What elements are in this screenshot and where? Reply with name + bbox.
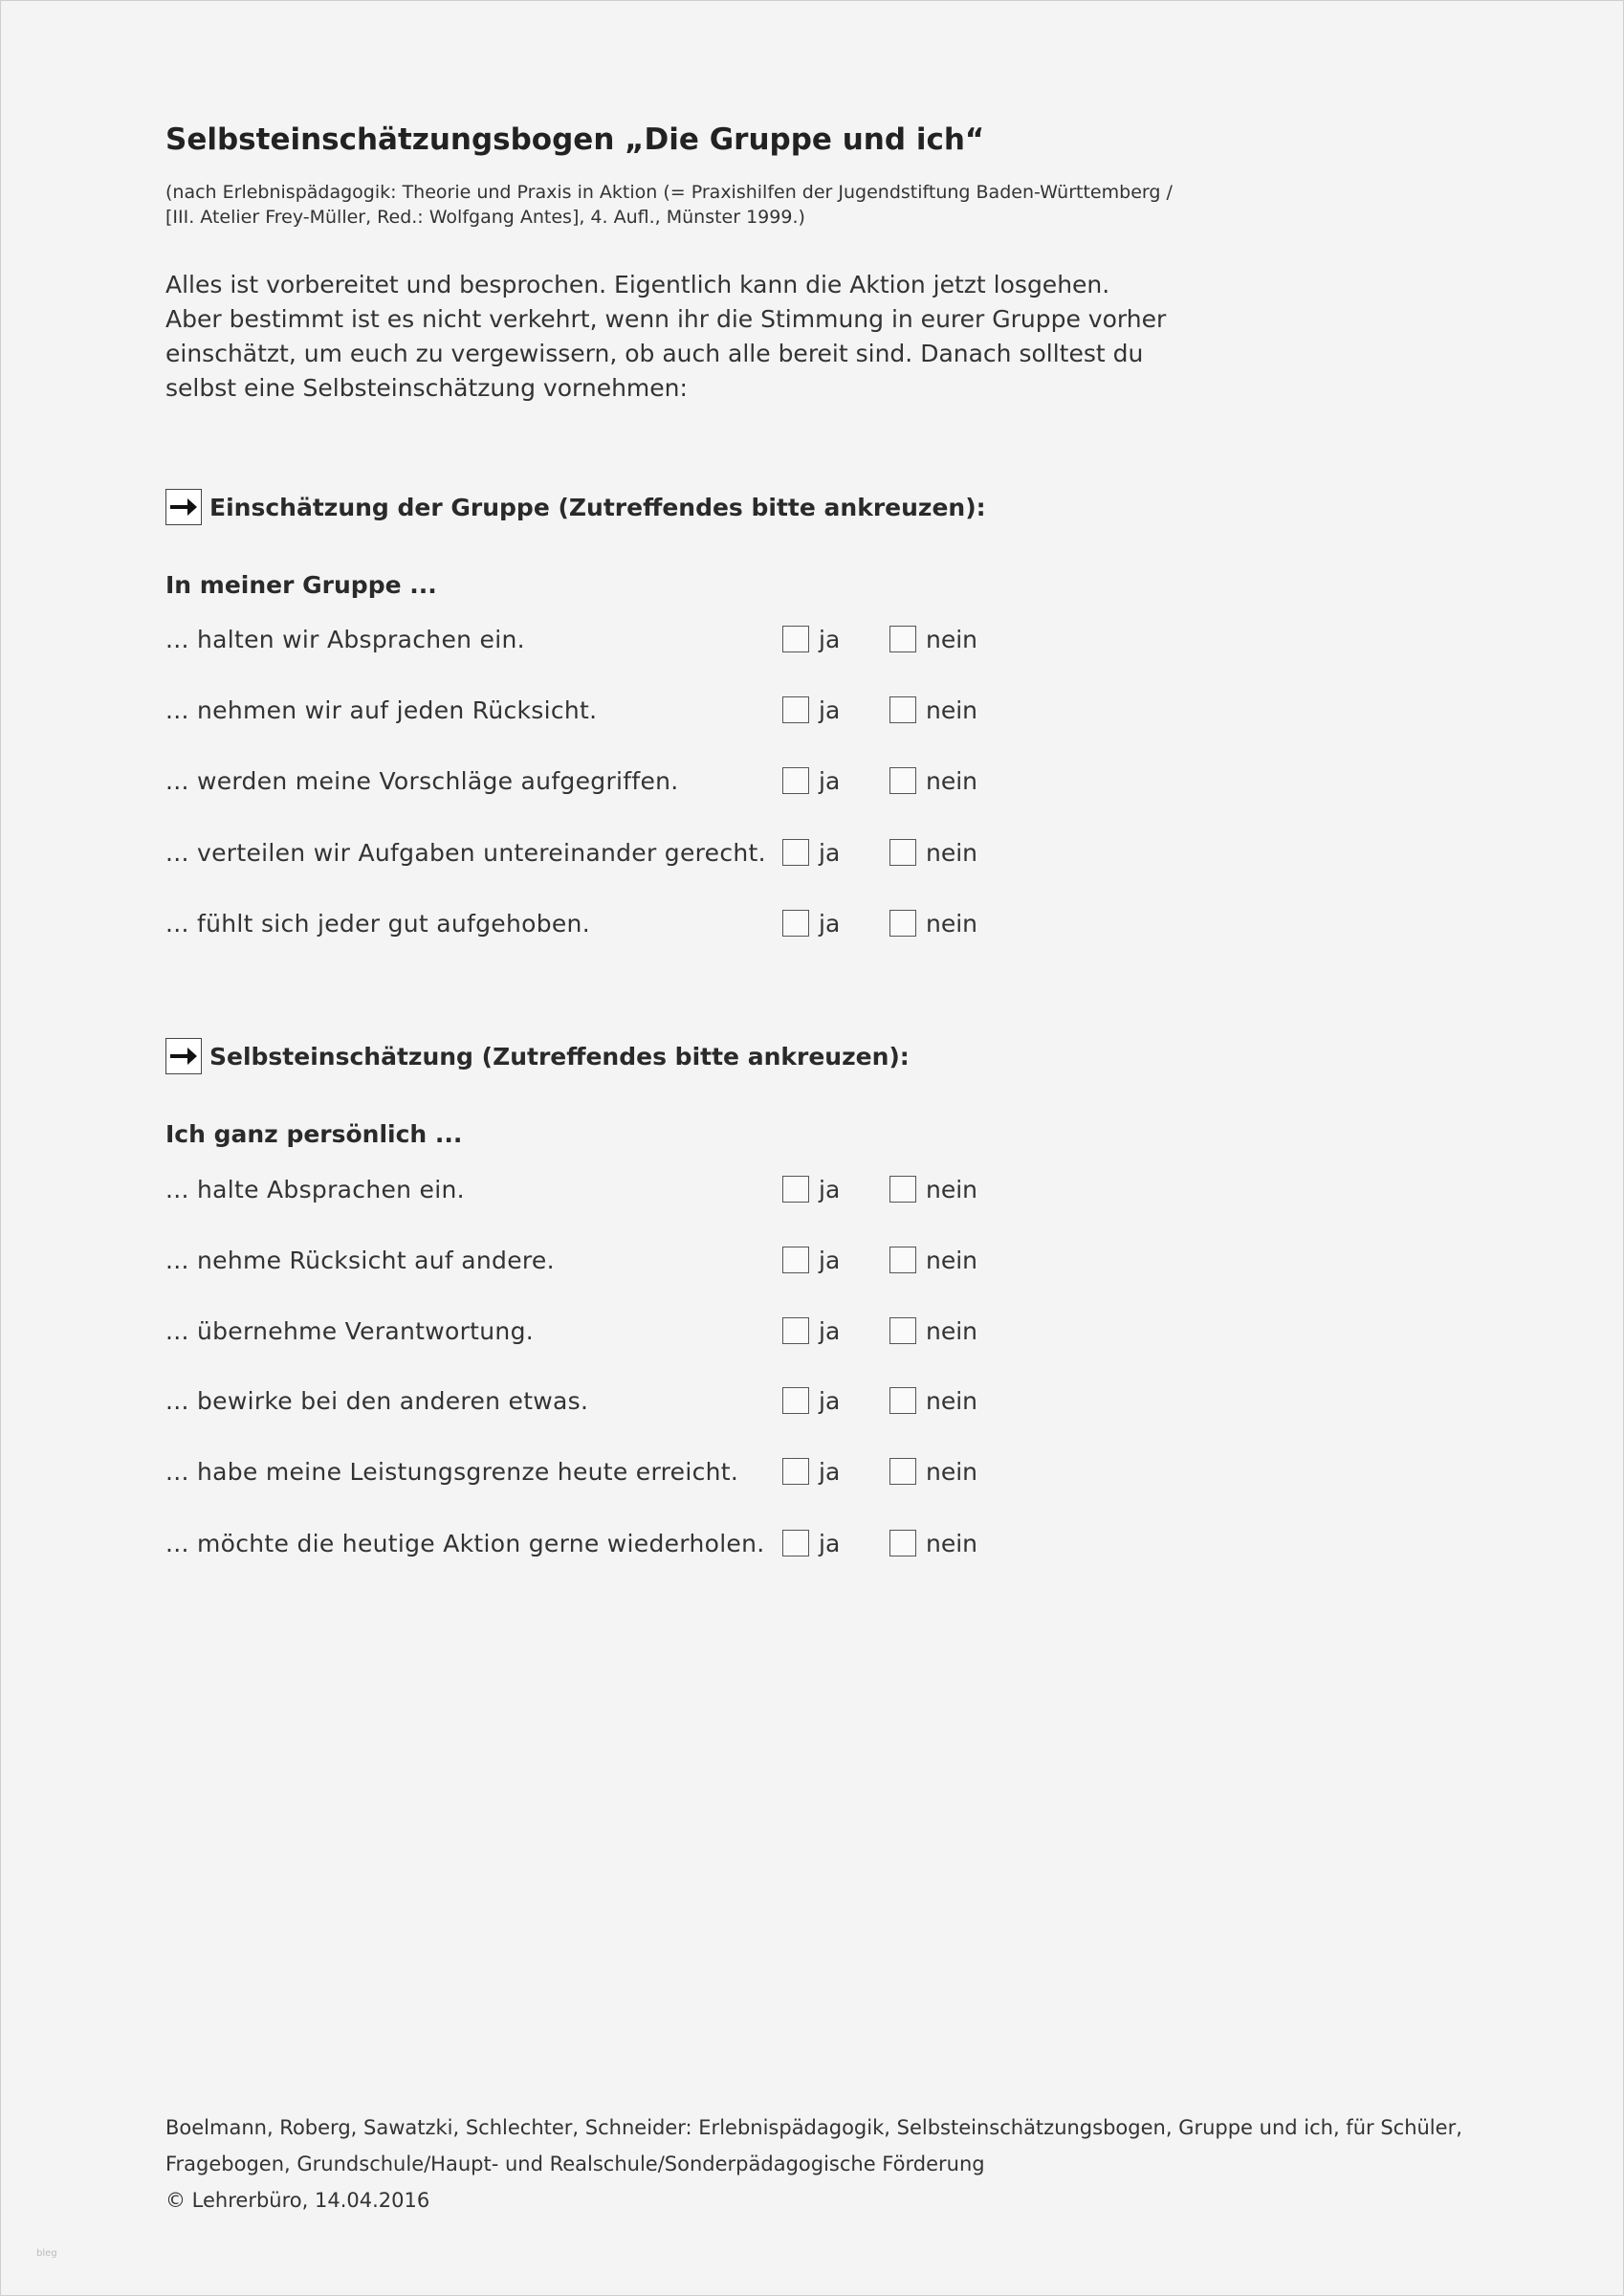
footer-line: Fragebogen, Grundschule/Haupt- und Realschule/Sonderpädagogische Förderung (165, 2152, 985, 2175)
footer-citation (165, 2109, 1462, 2219)
option-ja[interactable] (782, 1314, 840, 1348)
option-label-nein: nein (926, 695, 978, 724)
question-row (165, 620, 1218, 658)
question-text: ... nehmen wir auf jeden Rücksicht. (165, 696, 598, 724)
option-ja[interactable] (782, 1454, 840, 1489)
question-row (165, 1312, 1218, 1350)
option-label-nein: nein (926, 838, 978, 867)
option-label-ja: ja (819, 1529, 841, 1557)
question-text: ... verteilen wir Aufgaben untereinander gerecht. (165, 839, 766, 867)
question-row (165, 904, 1218, 942)
group-section-heading (165, 487, 986, 527)
option-nein[interactable] (889, 763, 977, 798)
checkbox-nein[interactable] (889, 767, 916, 794)
corner-mark: bleg (36, 2248, 57, 2259)
question-text: ... bewirke bei den anderen etwas. (165, 1387, 589, 1415)
section-title: Selbsteinschätzung (Zutreffendes bitte ankreuzen): (209, 1042, 910, 1071)
option-label-nein: nein (926, 1386, 978, 1415)
option-label-nein: nein (926, 766, 978, 795)
document-title: Selbsteinschätzungsbogen „Die Gruppe und ich“ (165, 122, 985, 157)
option-label-ja: ja (819, 1316, 841, 1345)
option-nein[interactable] (889, 1526, 977, 1560)
option-ja[interactable] (782, 906, 840, 940)
checkbox-nein[interactable] (889, 1317, 916, 1344)
checkbox-nein[interactable] (889, 696, 916, 723)
question-row (165, 833, 1218, 872)
source-line: [III. Atelier Frey-Müller, Red.: Wolfgang Antes], 4. Aufl., Münster 1999.) (165, 207, 805, 228)
group-subheading: In meiner Gruppe ... (165, 571, 437, 599)
intro-line: selbst eine Selbsteinschätzung vornehmen: (165, 374, 688, 402)
option-label-nein: nein (926, 1246, 978, 1274)
question-row (165, 762, 1218, 800)
checkbox-nein[interactable] (889, 1247, 916, 1273)
option-nein[interactable] (889, 1172, 977, 1206)
option-ja[interactable] (782, 1383, 840, 1418)
option-nein[interactable] (889, 1314, 977, 1348)
option-nein[interactable] (889, 1243, 977, 1277)
checkbox-nein[interactable] (889, 1530, 916, 1556)
option-label-ja: ja (819, 766, 841, 795)
question-row (165, 1524, 1218, 1562)
question-text: ... habe meine Leistungsgrenze heute erreicht. (165, 1458, 739, 1486)
option-label-ja: ja (819, 625, 841, 653)
source-citation (165, 180, 1173, 230)
intro-line: Aber bestimmt ist es nicht verkehrt, wenn ihr die Stimmung in eurer Gruppe vorher (165, 305, 1167, 333)
arrow-right-icon (165, 489, 202, 525)
question-row (165, 1241, 1218, 1279)
option-label-nein: nein (926, 1457, 978, 1486)
arrow-right-icon (165, 1038, 202, 1074)
option-label-nein: nein (926, 1316, 978, 1345)
option-label-nein: nein (926, 625, 978, 653)
intro-line: einschätzt, um euch zu vergewissern, ob auch alle bereit sind. Danach solltest du (165, 340, 1144, 367)
checkbox-ja[interactable] (782, 1530, 809, 1556)
checkbox-nein[interactable] (889, 839, 916, 866)
option-label-nein: nein (926, 1175, 978, 1203)
option-label-ja: ja (819, 1386, 841, 1415)
checkbox-ja[interactable] (782, 839, 809, 866)
question-text: ... halte Absprachen ein. (165, 1176, 465, 1203)
question-text: ... übernehme Verantwortung. (165, 1317, 534, 1345)
option-label-ja: ja (819, 695, 841, 724)
option-label-ja: ja (819, 909, 841, 938)
checkbox-ja[interactable] (782, 1247, 809, 1273)
option-label-nein: nein (926, 909, 978, 938)
checkbox-nein[interactable] (889, 910, 916, 937)
option-ja[interactable] (782, 835, 840, 870)
intro-paragraph (165, 268, 1265, 406)
option-ja[interactable] (782, 763, 840, 798)
checkbox-nein[interactable] (889, 1387, 916, 1414)
checkbox-ja[interactable] (782, 696, 809, 723)
option-nein[interactable] (889, 1454, 977, 1489)
self-subheading: Ich ganz persönlich ... (165, 1120, 463, 1148)
question-text: ... halten wir Absprachen ein. (165, 626, 525, 653)
checkbox-nein[interactable] (889, 626, 916, 652)
self-section-heading (165, 1036, 910, 1076)
option-nein[interactable] (889, 622, 977, 656)
option-ja[interactable] (782, 1172, 840, 1206)
section-title: Einschätzung der Gruppe (Zutreffendes bitte ankreuzen): (209, 493, 986, 521)
question-row (165, 691, 1218, 729)
question-text: ... werden meine Vorschläge aufgegriffen. (165, 767, 679, 795)
question-row (165, 1381, 1218, 1420)
checkbox-ja[interactable] (782, 910, 809, 937)
question-row (165, 1170, 1218, 1208)
question-text: ... nehme Rücksicht auf andere. (165, 1247, 555, 1274)
checkbox-nein[interactable] (889, 1176, 916, 1203)
option-ja[interactable] (782, 1243, 840, 1277)
option-label-ja: ja (819, 1457, 841, 1486)
checkbox-ja[interactable] (782, 1317, 809, 1344)
checkbox-ja[interactable] (782, 1458, 809, 1485)
checkbox-nein[interactable] (889, 1458, 916, 1485)
option-label-nein: nein (926, 1529, 978, 1557)
question-row (165, 1452, 1218, 1490)
footer-line: Boelmann, Roberg, Sawatzki, Schlechter, Schneider: Erlebnispädagogik, Selbsteinschätzungsbogen, Gruppe und ich, für Schüler, (165, 2116, 1462, 2139)
option-ja[interactable] (782, 622, 840, 656)
option-nein[interactable] (889, 835, 977, 870)
checkbox-ja[interactable] (782, 1387, 809, 1414)
option-nein[interactable] (889, 1383, 977, 1418)
checkbox-ja[interactable] (782, 767, 809, 794)
source-line: (nach Erlebnispädagogik: Theorie und Praxis in Aktion (= Praxishilfen der Jugendstiftung Baden-Württemberg / (165, 182, 1173, 203)
option-ja[interactable] (782, 1526, 840, 1560)
option-ja[interactable] (782, 693, 840, 727)
option-nein[interactable] (889, 906, 977, 940)
option-label-ja: ja (819, 1246, 841, 1274)
footer-line: © Lehrerbüro, 14.04.2016 (165, 2189, 430, 2212)
option-nein[interactable] (889, 693, 977, 727)
checkbox-ja[interactable] (782, 1176, 809, 1203)
checkbox-ja[interactable] (782, 626, 809, 652)
intro-line: Alles ist vorbereitet und besprochen. Eigentlich kann die Aktion jetzt losgehen. (165, 271, 1110, 298)
question-text: ... fühlt sich jeder gut aufgehoben. (165, 910, 590, 938)
option-label-ja: ja (819, 1175, 841, 1203)
question-text: ... möchte die heutige Aktion gerne wiederholen. (165, 1530, 765, 1557)
option-label-ja: ja (819, 838, 841, 867)
